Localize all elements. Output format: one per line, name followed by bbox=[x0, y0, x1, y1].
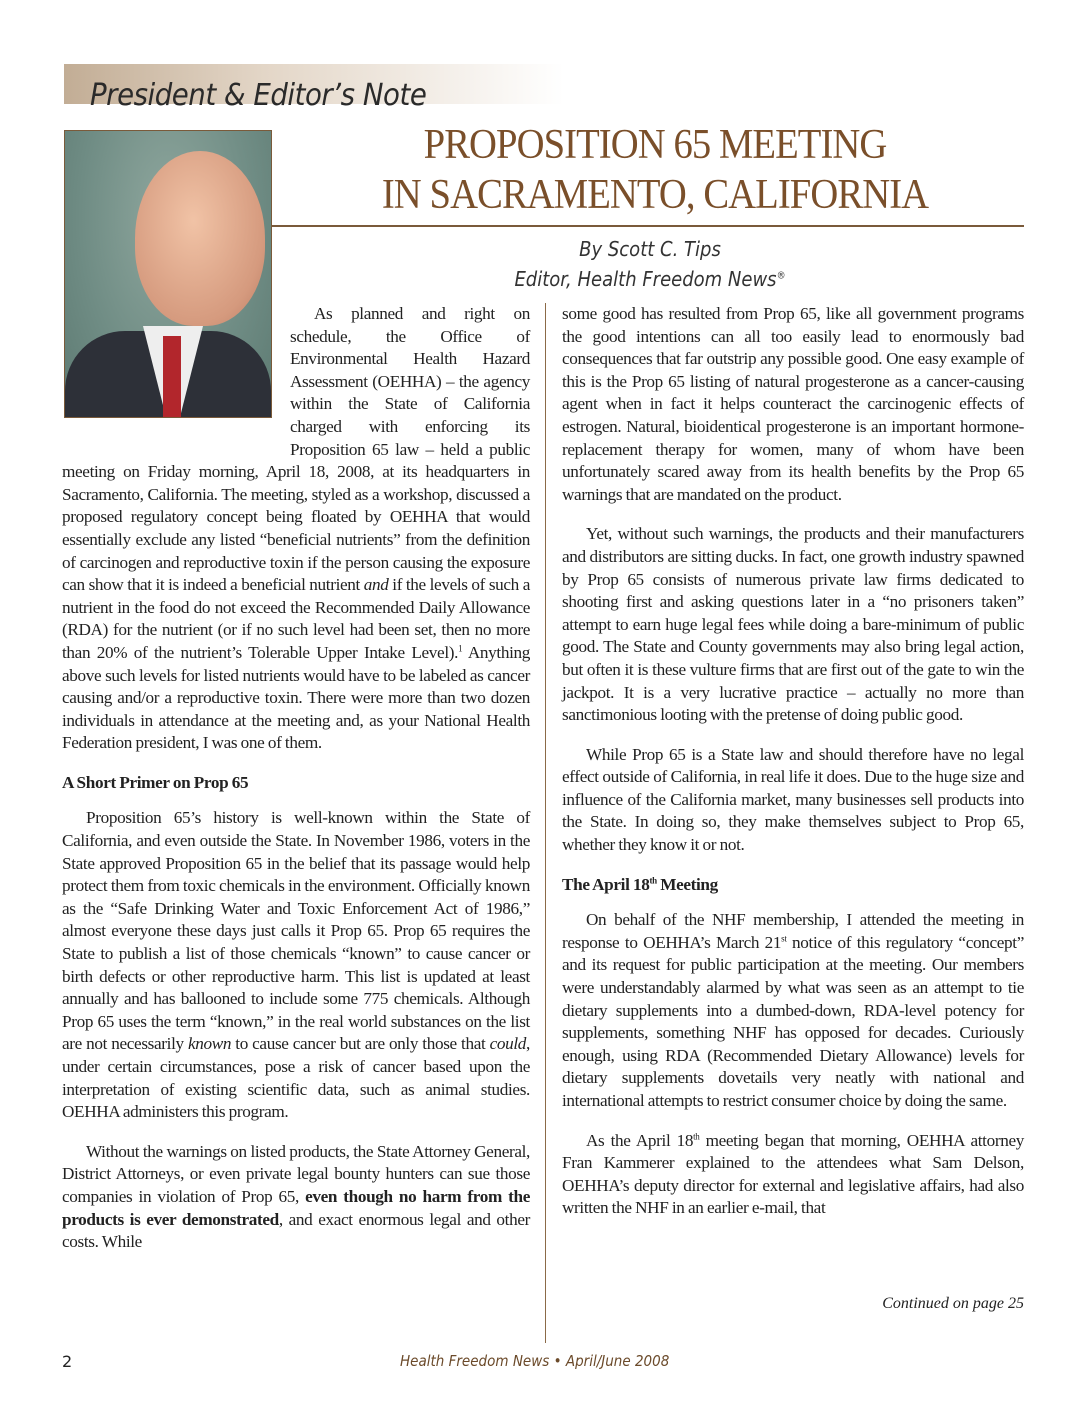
paragraph bbox=[562, 1130, 1024, 1220]
text-run: , under certain circumstances, pose a risk of cancer based upon the interpretation of existing scientific data, such as animal studies. OEHHA administers this program. bbox=[62, 1034, 530, 1122]
photo-wrap-spacer bbox=[62, 303, 290, 439]
photo-head bbox=[135, 151, 265, 326]
text-run: if the levels of such a nutrient in the food do not exceed the Recommended Daily Allowance (RDA) for the nutrient (or if no such level had been set, then no more than 20% of the nutrient’s Tolerable Upper Intake Level). bbox=[62, 575, 530, 662]
continued-note: Continued on page 25 bbox=[882, 1295, 1024, 1312]
text-run: Yet, without such warnings, the products and their manufacturers and distributors are sitting ducks. In fact, one growth industry spawned by Prop 65 consists of numerous private law firms dedicated to shooting first and asking questions later in a “no prisoners taken” attempt to earn huge legal fees while doing a bare-minimum of public good. The State and County governments may also bring legal action, but often it is these vulture firms that are first out of the gate to win the jackpot. It is a very lucrative practice – actually no more than sanctimonious looting with the pretense of doing public good. bbox=[562, 524, 1024, 725]
text-run: th bbox=[649, 874, 657, 885]
text-run: even though no harm from the products is ever demonstrated bbox=[62, 1186, 530, 1229]
title-line-1: PROPOSITION 65 MEETING bbox=[423, 122, 887, 168]
column-divider bbox=[545, 303, 546, 1343]
byline bbox=[443, 234, 857, 294]
section-heading bbox=[562, 874, 1024, 897]
text-run: st bbox=[781, 933, 787, 944]
article-title bbox=[328, 120, 981, 220]
section-heading: A Short Primer on Prop 65 bbox=[62, 772, 249, 792]
byline-role-line bbox=[443, 264, 857, 294]
text-run: Without the warnings on listed products, the State Attorney General, District Attorneys, or even private legal bounty hunters can sue those companies in violation of Prop 65, bbox=[62, 1141, 530, 1206]
text-run: , and exact enormous legal and other costs. While bbox=[62, 1209, 530, 1252]
text-run: Meeting bbox=[656, 874, 718, 894]
footer-publication: Health Freedom News • April/June 2008 bbox=[400, 1352, 670, 1370]
paragraph bbox=[562, 523, 1024, 726]
title-line-2: IN SACRAMENTO, CALIFORNIA bbox=[381, 172, 929, 218]
byline-author: By Scott C. Tips bbox=[579, 237, 721, 261]
text-run: On behalf of the NHF membership, I attended the meeting in response to OEHHA’s March 21 bbox=[562, 910, 1024, 952]
paragraph bbox=[62, 807, 530, 1123]
left-column bbox=[62, 303, 530, 1271]
text-run: meeting began that morning, OEHHA attorney Fran Kammerer explained to the attendees what Sam Delson, OEHHA’s deputy director for external and legislative affairs, had also written the NHF in an earlier e-mail, that bbox=[562, 1130, 1024, 1218]
text-run: and bbox=[363, 575, 389, 595]
text-run: some good has resulted from Prop 65, like all government programs the good intentions can all too easily lead to enormously bad consequences that far outstrip any possible good. One easy example of this is the Prop 65 listing of natural progesterone as a cancer-causing agent when in fact it helps counteract the carcinogenic effects of estrogen. Natural, bioidentical progesterone is an important hormone-replacement therapy for women, many of whom have been unfortunately scared away from its health benefits by the Prop 65 warnings that are mandated on the product. bbox=[562, 304, 1024, 504]
text-run: known bbox=[187, 1034, 232, 1054]
text-run: could bbox=[489, 1034, 527, 1054]
page-number: 2 bbox=[62, 1352, 73, 1371]
title-rule bbox=[272, 225, 1024, 227]
text-run: As the April 18 bbox=[586, 1130, 694, 1150]
section-kicker: President & Editor’s Note bbox=[90, 78, 427, 113]
text-run: While Prop 65 is a State law and should therefore have no legal effect outside of California, in real life it does. Due to the huge size and influence of the California market, many businesses sell products into the State. In doing so, they make themselves subject to Prop 65, whether they know it or not. bbox=[562, 744, 1024, 855]
text-run: As planned and right on schedule, the Office of Environmental Health Hazard Assessment (OEHHA) – the agency within the State of California charged with enforcing its Proposition 65 law – held a public meeting on Friday morning, April 18, 2008, at its headquarters in Sacramento, California. The meeting, styled as a workshop, discussed a proposed regulatory concept being floated by OEHHA that would essentially exclude any listed “beneficial nutrients” from the definition of carcinogen and reproductive toxin if the person causing the exposure can show that it is indeed a beneficial nutrient bbox=[62, 304, 530, 595]
paragraph bbox=[562, 303, 1024, 506]
right-column bbox=[562, 303, 1024, 1237]
text-run: th bbox=[693, 1130, 700, 1141]
text-run: Proposition 65’s history is well-known within the State of California, and even outside the State. In November 1986, voters in the State approved Proposition 65 in the belief that its passage would help protect them from toxic chemicals in the environment. Officially known as the “Safe Drinking Water and Toxic Enforcement Act of 1986,” almost everyone these days just calls it Prop 65. Prop 65 requires the State to publish a list of those chemicals “known” to cause cancer or birth defects or other reproductive harm. This list is updated at least annually and has ballooned to include some 775 chemicals. Although Prop 65 uses the term “known,” in the real world substances on the list are not necessarily bbox=[62, 808, 530, 1054]
registered-mark: ® bbox=[776, 270, 786, 282]
text-run: to cause cancer but are only those that bbox=[231, 1034, 490, 1054]
paragraph bbox=[62, 1141, 530, 1254]
byline-role: Editor, Health Freedom News bbox=[514, 267, 777, 291]
paragraph bbox=[562, 744, 1024, 857]
text-run: The April 18 bbox=[562, 874, 650, 894]
text-run: notice of this regulatory “concept” and its request for public participation at the meeting. Our members were understandably alarmed by what was seen as an attempt to tie dietary supplements into a dumbed-down, RDA-level potency for supplements, something NHF has opposed for decades. Curiously enough, using RDA (Recommended Dietary Allowance) levels for dietary supplements dovetails very neatly with national and international attempts to restrict consumer choice by doing the same. bbox=[562, 932, 1024, 1110]
text-run: Anything above such levels for listed nutrients would have to be labeled as cancer causing and/or a reproductive toxin. There were more than two dozen individuals in attendance at the meeting and, as your National Health Federation president, I was one of them. bbox=[62, 642, 530, 753]
paragraph bbox=[562, 909, 1024, 1112]
text-run: 1 bbox=[458, 643, 463, 654]
